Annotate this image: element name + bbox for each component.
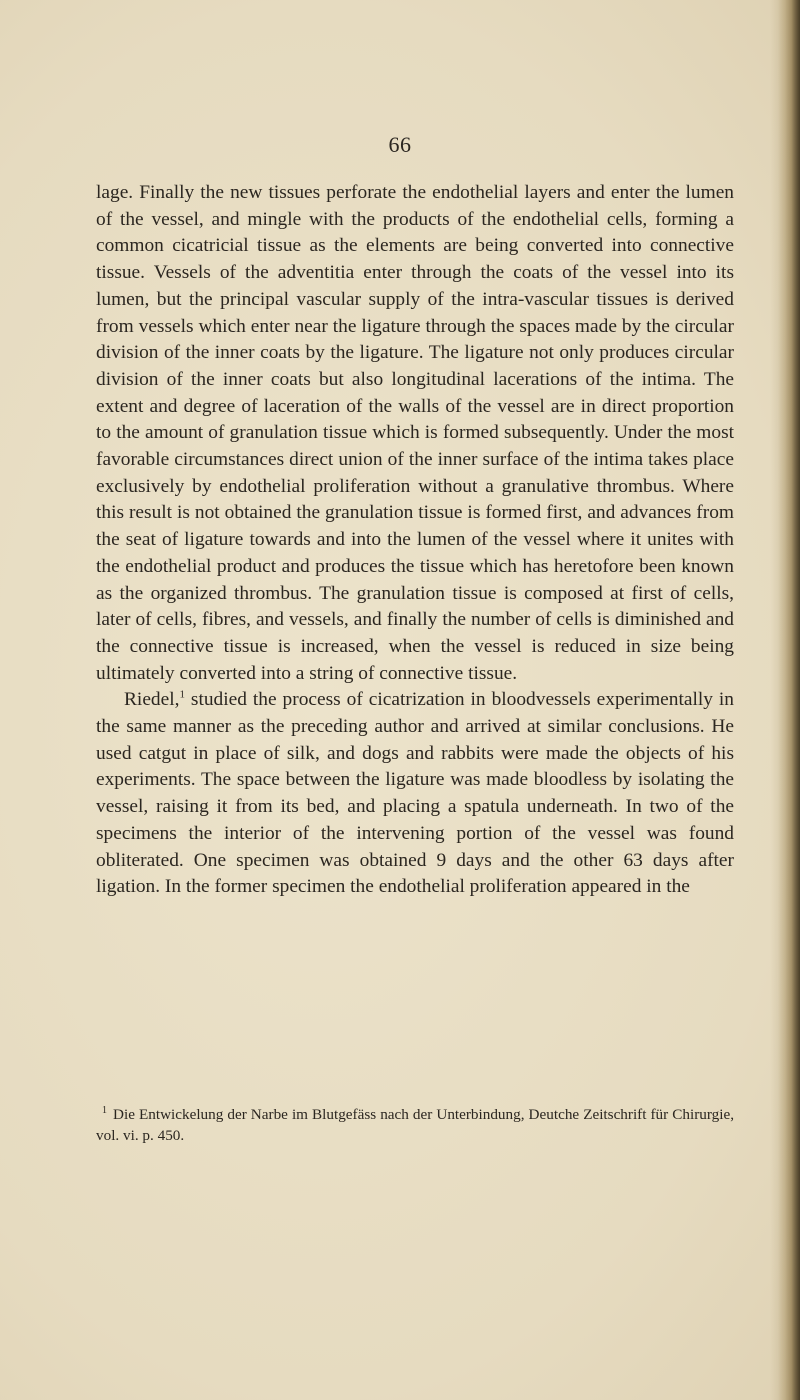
body-text — [96, 180, 734, 901]
footnote-number: 1 — [102, 1104, 107, 1116]
footnote-text: Die Entwickelung der Narbe im Blutgefäss nach der Unterbindung, Deutche Zeitschrift für Chirurgie, vol. vi. p. 450. — [96, 1106, 734, 1144]
paragraph-text: studied the process of cicatrization in bloodvessels experimentally in the same manner as the preceding author and arrived at similar conclusions. He used catgut in place of silk, and dogs and rabbits were made the objects of his experiments. The space between the ligature was made bloodless by isolating the vessel, raising it from its bed, and placing a spatula underneath. In two of the specimens the interior of the intervening portion of the vessel was found obliterated. One specimen was obtained 9 days and the other 63 days after ligation. In the former specimen the endothelial proliferation appeared in the — [96, 689, 734, 898]
footnote — [96, 1104, 734, 1146]
author-name: Riedel, — [124, 689, 180, 711]
paragraph: lage. Finally the new tissues perforate the endothelial layers and enter the lumen of the vessel, and mingle with the products of the endothelial cells, forming a common cicatricial tissue as the elements are being converted into connective tissue. Vessels of the adventitia enter through the coats of the vessel into its lumen, but the principal vascular supply of the intra-vascular tissues is derived from vessels which enter near the ligature through the spaces made by the circular division of the inner coats by the ligature. The ligature not only produces circular division of the inner coats but also longitudinal lacerations of the intima. The extent and degree of laceration of the walls of the vessel are in direct proportion to the amount of granulation tissue which is formed subsequently. Under the most favorable circumstances direct union of the inner surface of the intima takes place exclusively by endothelial proliferation without a granulative thrombus. Where this result is not obtained the granulation tissue is formed first, and advances from the seat of ligature towards and into the lumen of the vessel where it unites with the endothelial product and produces the tissue which has heretofore been known as the organized thrombus. The granulation tissue is composed at first of cells, later of cells, fibres, and vessels, and finally the number of cells is diminished and the connective tissue is increased, when the vessel is reduced in size being ultimately converted into a string of connective tissue. — [96, 182, 734, 684]
page-edge-shadow — [778, 0, 800, 1400]
page-number: 66 — [388, 132, 412, 157]
footnote-reference[interactable]: 1 — [179, 688, 185, 701]
paragraph — [96, 687, 734, 901]
